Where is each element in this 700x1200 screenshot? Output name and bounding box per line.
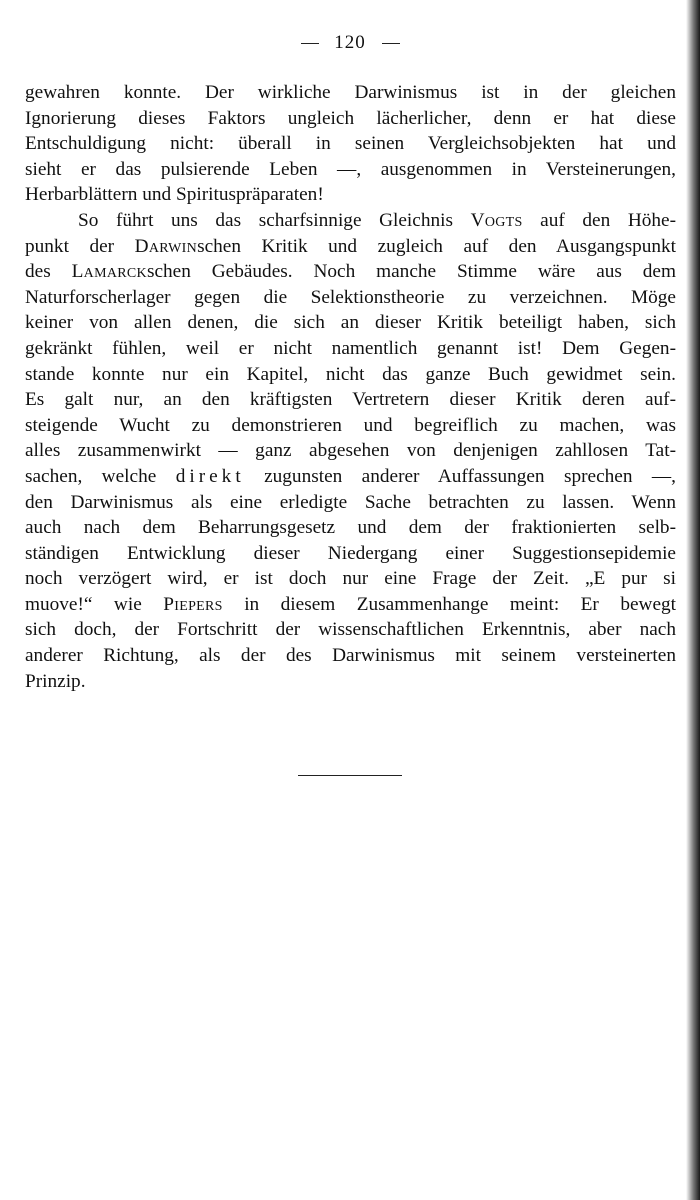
- text-run: noch verzögert wird, er ist doch nur eine Frage der Zeit. „E pur si: [25, 568, 676, 590]
- page-number-dash-left: [301, 43, 319, 44]
- text-run: Herbarblättern und Spirituspräparaten!: [25, 184, 324, 206]
- text-line: [25, 438, 676, 464]
- text-run: So führt uns das scharfsinnige Gleichnis: [78, 209, 471, 231]
- text-run: alles zusammenwirkt — ganz abgesehen von denjenigen zahllosen Tat-: [25, 440, 676, 462]
- text-line: [25, 336, 676, 362]
- text-run: des: [25, 261, 72, 283]
- emphasized-name: Piepers: [163, 593, 223, 615]
- text-line: [25, 259, 676, 285]
- text-run: steigende Wucht zu demonstrieren und begreiflich zu machen, was: [25, 414, 676, 436]
- emphasized-name: Lamarck: [71, 261, 147, 283]
- text-line: [25, 592, 676, 618]
- text-line: [25, 310, 676, 336]
- text-run: sich doch, der Fortschritt der wissenschaftlichen Erkenntnis, aber nach: [25, 619, 676, 641]
- section-end-rule: [298, 775, 402, 776]
- paragraph: [25, 208, 676, 694]
- text-line: [25, 617, 676, 643]
- text-run: Ignorierung dieses Faktors ungleich lächerlicher, denn er hat diese: [25, 107, 676, 129]
- text-run: anderer Richtung, als der des Darwinismus mit seinem versteinerten: [25, 645, 676, 667]
- text-line: [25, 413, 676, 439]
- text-run: Entschuldigung nicht: überall in seinen Vergleichsobjekten hat und: [25, 133, 676, 155]
- text-line: [25, 234, 676, 260]
- text-run: Naturforscherlager gegen die Selektionstheorie zu verzeichnen. Möge: [25, 286, 676, 308]
- text-line: [25, 208, 676, 234]
- body-text: [25, 80, 676, 694]
- text-line: [25, 566, 676, 592]
- text-run: in diesem Zusammenhange meint: Er bewegt: [222, 593, 677, 615]
- text-line: [25, 669, 676, 695]
- text-run: sachen, welche: [25, 465, 176, 487]
- text-line: [25, 131, 676, 157]
- text-run: Es galt nur, an den kräftigsten Vertretern dieser Kritik deren auf-: [25, 389, 676, 411]
- text-run: stande konnte nur ein Kapitel, nicht das ganze Buch gewidmet sein.: [25, 363, 676, 385]
- page-number: 120: [334, 32, 366, 53]
- emphasized-name: Darwin: [134, 235, 198, 257]
- paragraph: [25, 80, 676, 208]
- page-number-header: [0, 32, 700, 54]
- text-line: [25, 464, 676, 490]
- text-line: [25, 157, 676, 183]
- text-line: [25, 80, 676, 106]
- emphasized-name: direkt: [175, 465, 245, 487]
- text-run: auf den Höhe-: [522, 209, 676, 231]
- emphasized-name: Vogts: [470, 209, 523, 231]
- text-run: zugunsten anderer Auffassungen sprechen —,: [244, 465, 677, 487]
- text-line: [25, 643, 676, 669]
- text-run: punkt der: [25, 235, 135, 257]
- text-line: [25, 387, 676, 413]
- text-run: Prinzip.: [25, 670, 86, 692]
- text-line: [25, 285, 676, 311]
- text-line: [25, 541, 676, 567]
- page-number-dash-right: [382, 43, 400, 44]
- text-line: [25, 182, 676, 208]
- text-run: schen Kritik und zugleich auf den Ausgangspunkt: [197, 235, 676, 257]
- text-run: ständigen Entwicklung dieser Niedergang einer Suggestionsepidemie: [25, 542, 676, 564]
- text-run: auch nach dem Beharrungsgesetz und dem der fraktionierten selb-: [25, 517, 676, 539]
- text-run: keiner von allen denen, die sich an dieser Kritik beteiligt haben, sich: [25, 312, 676, 334]
- text-run: gekränkt fühlen, weil er nicht namentlich genannt ist! Dem Gegen-: [25, 337, 676, 359]
- text-line: [25, 490, 676, 516]
- text-line: [25, 515, 676, 541]
- text-run: den Darwinismus als eine erledigte Sache betrachten zu lassen. Wenn: [25, 491, 676, 513]
- page-edge-shadow: [686, 0, 700, 1200]
- text-run: gewahren konnte. Der wirkliche Darwinismus ist in der gleichen: [25, 82, 676, 103]
- text-line: [25, 106, 676, 132]
- text-line: [25, 362, 676, 388]
- text-run: muove!“ wie: [25, 593, 164, 615]
- text-run: sieht er das pulsierende Leben —, ausgenommen in Versteinerungen,: [25, 158, 676, 180]
- text-run: schen Gebäudes. Noch manche Stimme wäre aus dem: [146, 261, 676, 283]
